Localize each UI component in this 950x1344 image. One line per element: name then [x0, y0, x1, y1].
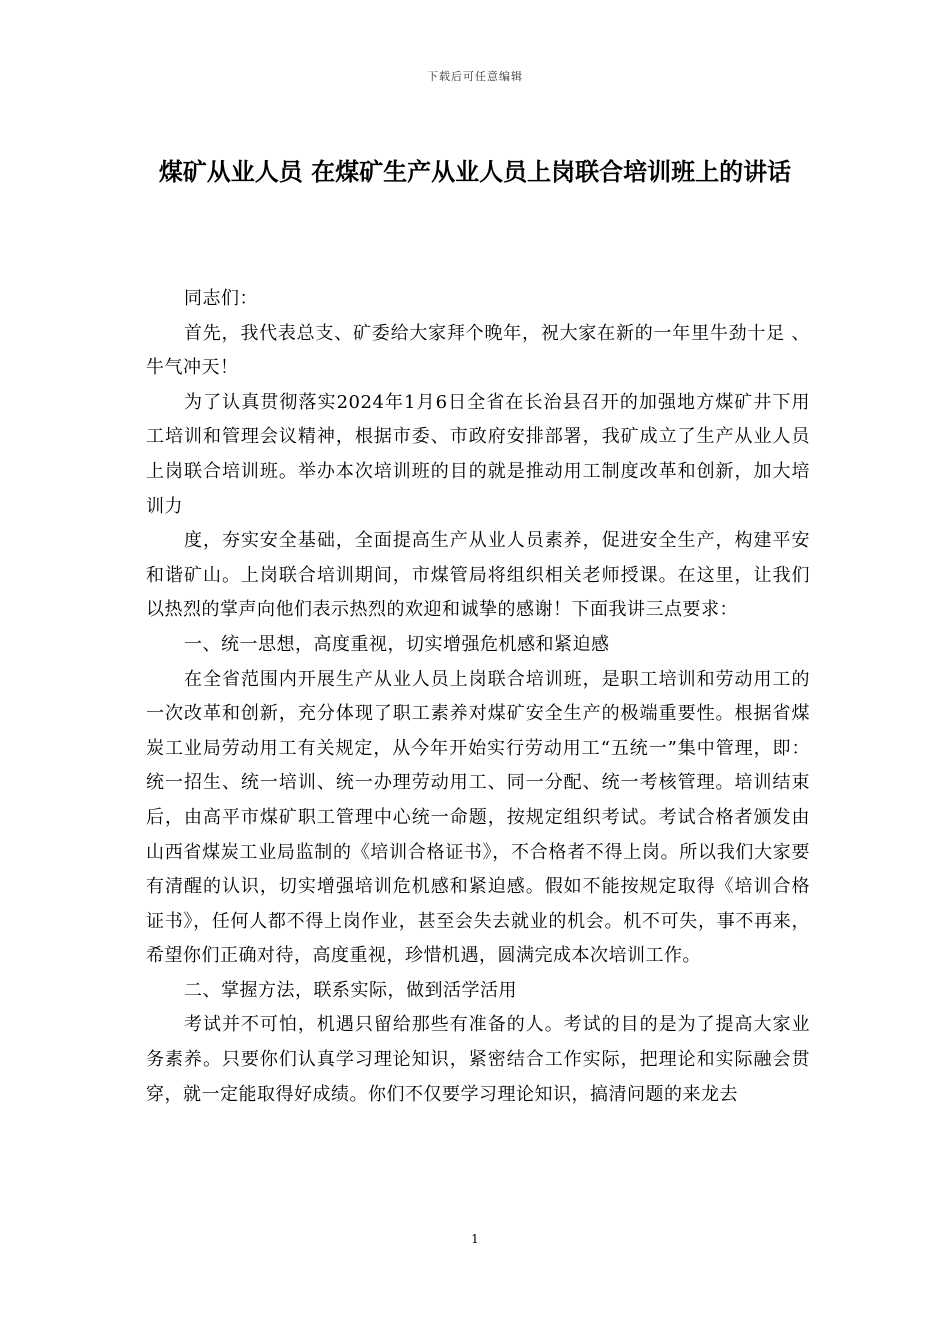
section-heading-2: 二、掌握方法，联系实际，做到活学活用: [184, 979, 517, 1001]
paragraph: 考试并不可怕，机遇只留给那些有准备的人。考试的目的是为了提高大家业务素养。只要你们认真学习理论知识，紧密结合工作实际，把理论和实际融会贯穿，就一定能取得好成绩。你们不仅要学习理论知识，搞清问题的来龙去: [146, 1014, 810, 1105]
header-note: 下载后可任意编辑: [427, 70, 523, 83]
document-body: [146, 282, 810, 1112]
paragraph: 度，夯实安全基础，全面提高生产从业人员素养，促进安全生产，构建平安和谐矿山。上岗联合培训期间，市煤管局将组织相关老师授课。在这里，让我们以热烈的掌声向他们表示热烈的欢迎和诚挚的感谢！下面我讲三点要求：: [146, 530, 810, 621]
paragraph: 为了认真贯彻落实2024年1月6日全省在长治县召开的加强地方煤矿井下用工培训和管理会议精神，根据市委、市政府安排部署，我矿成立了生产从业人员上岗联合培训班。举办本次培训班的目的就是推动用工制度改革和创新，加大培训力: [146, 391, 810, 517]
document-title: 煤矿从业人员 在煤矿生产从业人员上岗联合培训班上的讲话: [158, 158, 792, 186]
paragraph: 首先，我代表总支、矿委给大家拜个晚年，祝大家在新的一年里牛劲十足 、牛气冲天！: [146, 322, 810, 379]
section-heading-1: 一、统一思想，高度重视，切实增强危机感和紧迫感: [184, 633, 610, 655]
page-number: 1: [471, 1232, 479, 1246]
paragraph-greeting: 同志们：: [184, 288, 258, 309]
paragraph: 在全省范围内开展生产从业人员上岗联合培训班，是职工培训和劳动用工的一次改革和创新，充分体现了职工素养对煤矿安全生产的极端重要性。根据省煤炭工业局劳动用工有关规定，从今年开始实行劳动用工“五统一”集中管理，即：统一招生、统一培训、统一办理劳动用工、同一分配、统一考核管理。培训结束后，由高平市煤矿职工管理中心统一命题，按规定组织考试。考试合格者颁发由山西省煤炭工业局监制的《培训合格证书》，不合格者不得上岗。所以我们大家要有清醒的认识，切实增强培训危机感和紧迫感。假如不能按规定取得《培训合格证书》，任何人都不得上岗作业，甚至会失去就业的机会。机不可失，事不再来，希望你们正确对待，高度重视，珍惜机遇，圆满完成本次培训工作。: [146, 668, 810, 967]
